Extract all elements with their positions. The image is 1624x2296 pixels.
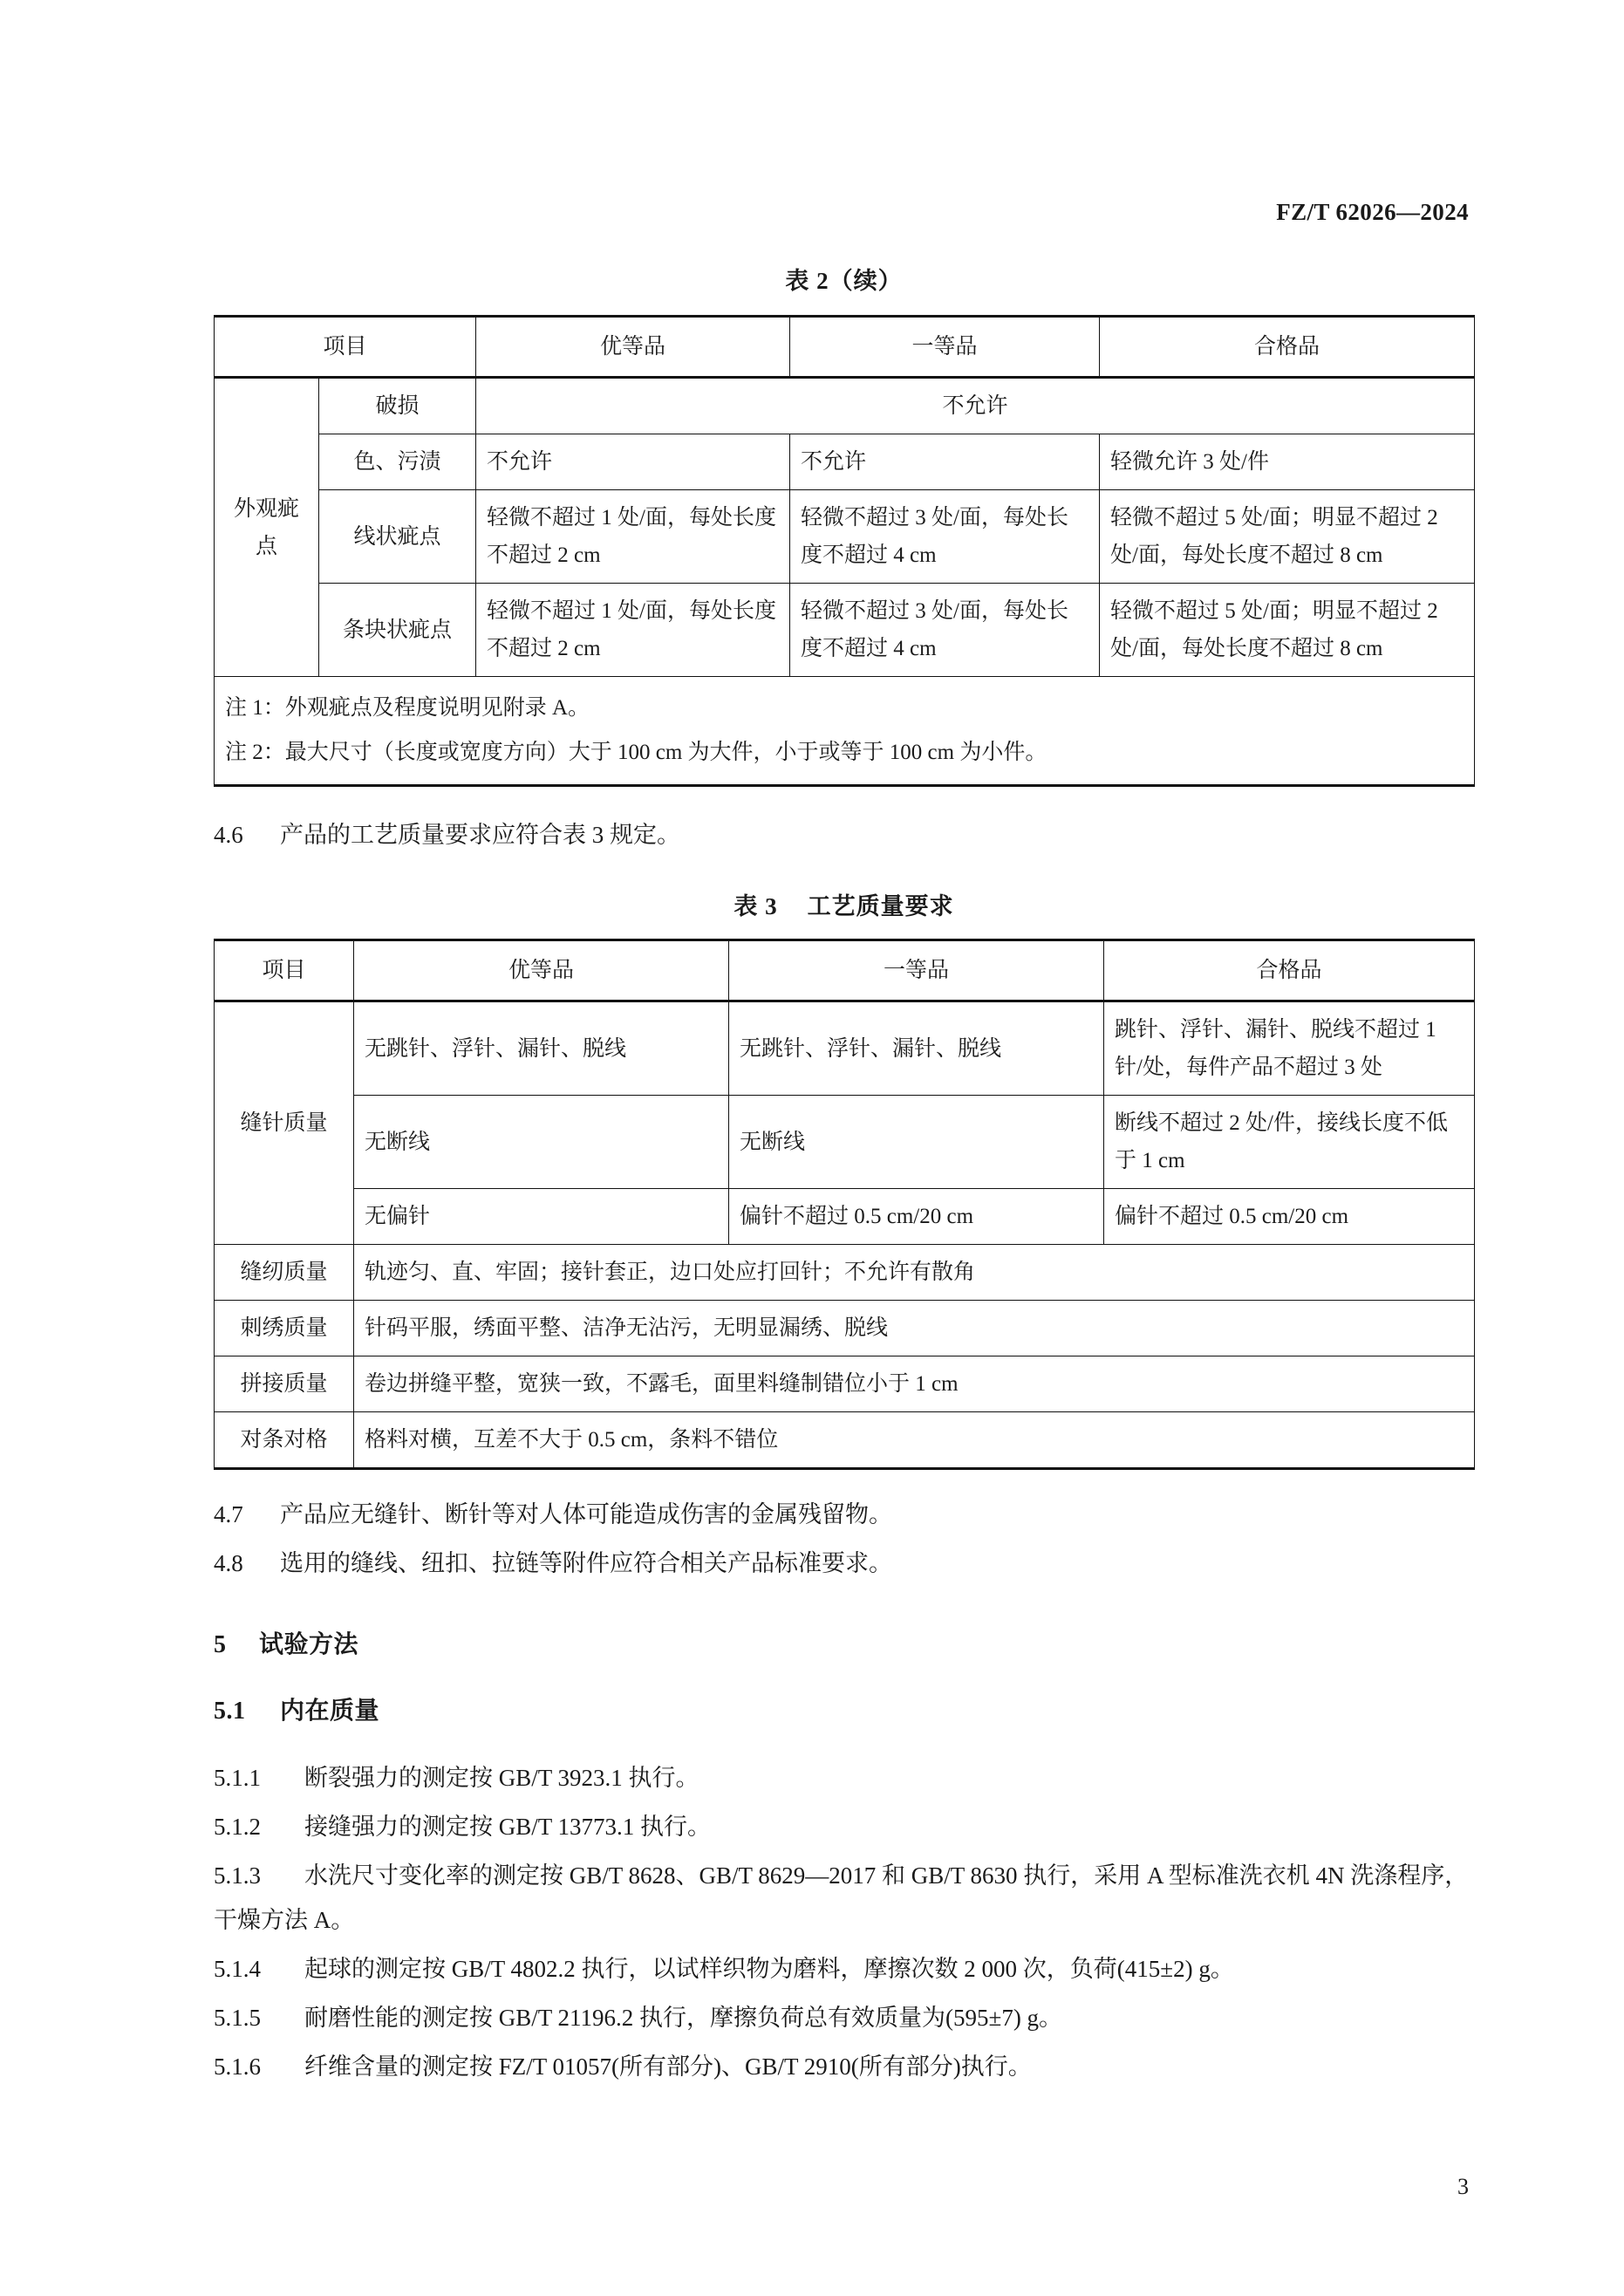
table3-col-first: 一等品 — [729, 940, 1104, 1001]
table3-caption-label: 表 3 — [734, 893, 778, 920]
clause-4-8-text: 选用的缝线、纽扣、拉链等附件应符合相关产品标准要求。 — [280, 1550, 892, 1577]
clause-5-1-2-text: 接缝强力的测定按 GB/T 13773.1 执行。 — [304, 1813, 712, 1840]
clause-5-1-3-text: 水洗尺寸变化率的测定按 GB/T 8628、GB/T 8629—2017 和 GB/T 8630 执行，采用 A 型标准洗衣机 4N 洗涤程序，干燥方法 A。 — [214, 1862, 1469, 1934]
table3-stitch-2-superior: 无偏针 — [354, 1189, 729, 1245]
clause-4-8-number: 4.8 — [214, 1550, 243, 1577]
table2-item-block-defect: 条块状疵点 — [319, 584, 476, 677]
table2-stain-qualified: 轻微允许 3 处/件 — [1100, 434, 1475, 490]
section-5-1-title: 内在质量 — [280, 1697, 380, 1725]
clause-5-1-3-number: 5.1.3 — [214, 1862, 261, 1889]
clause-5-1-5-text: 耐磨性能的测定按 GB/T 21196.2 执行，摩擦负荷总有效质量为(595±7) g。 — [304, 2005, 1063, 2032]
table2-stain-superior: 不允许 — [476, 434, 790, 490]
section-5-title: 试验方法 — [259, 1630, 359, 1658]
running-header-standard-number: FZ/T 62026—2024 — [1276, 199, 1469, 225]
clause-5-1-6-number: 5.1.6 — [214, 2053, 261, 2080]
table3-caption — [214, 887, 1474, 921]
table3-stitch-1-superior: 无断线 — [354, 1096, 729, 1189]
table2-item-line-defect: 线状疵点 — [319, 490, 476, 584]
table2-note-1: 注 1：外观疵点及程度说明见附录 A。 — [225, 696, 590, 720]
table3-value-sewing: 轨迹匀、直、牢固；接针套正，边口处应打回针；不允许有散角 — [354, 1245, 1475, 1301]
table3-item-sewing: 缝纫质量 — [215, 1245, 354, 1301]
table-process-quality — [214, 939, 1475, 1470]
table3-value-splicing: 卷边拼缝平整，宽狭一致，不露毛，面里料缝制错位小于 1 cm — [354, 1356, 1475, 1412]
clause-5-1-4-number: 5.1.4 — [214, 1956, 261, 1983]
table-row — [215, 1412, 1475, 1469]
table-appearance-defects — [214, 315, 1475, 787]
table3-item-embroidery: 刺绣质量 — [215, 1301, 354, 1356]
section-heading-5 — [214, 1625, 1474, 1660]
section-heading-5-1 — [214, 1691, 1474, 1726]
table2-damage-all-grades: 不允许 — [476, 378, 1475, 434]
clause-4-7-number: 4.7 — [214, 1501, 243, 1528]
table-row — [215, 1001, 1475, 1096]
table3-col-superior: 优等品 — [354, 940, 729, 1001]
table3-stitch-0-first: 无跳针、浮针、漏针、脱线 — [729, 1001, 1104, 1096]
table3-stitch-1-qualified: 断线不超过 2 处/件，接线长度不低于 1 cm — [1104, 1096, 1475, 1189]
clause-4-7-text: 产品应无缝针、断针等对人体可能造成伤害的金属残留物。 — [280, 1501, 892, 1528]
table2-notes-row — [215, 677, 1475, 786]
table2-col-qualified: 合格品 — [1100, 317, 1475, 378]
table-row — [215, 1096, 1475, 1189]
table2-block-defect-superior: 轻微不超过 1 处/面，每处长度不超过 2 cm — [476, 584, 790, 677]
table3-header-row — [215, 940, 1475, 1001]
clause-5-1-4 — [214, 1947, 1474, 1992]
clause-5-1-6-text: 纤维含量的测定按 FZ/T 01057(所有部分)、GB/T 2910(所有部分)执行。 — [304, 2053, 1032, 2080]
clause-5-1-6 — [214, 2045, 1474, 2090]
clause-4-6 — [214, 813, 1474, 858]
table2-block-defect-qualified: 轻微不超过 5 处/面；明显不超过 2 处/面，每处长度不超过 8 cm — [1100, 584, 1475, 677]
table3-stitch-0-superior: 无跳针、浮针、漏针、脱线 — [354, 1001, 729, 1096]
section-5-1-number: 5.1 — [214, 1697, 246, 1725]
table3-caption-title: 工艺质量要求 — [807, 893, 954, 920]
table3-stitch-2-first: 偏针不超过 0.5 cm/20 cm — [729, 1189, 1104, 1245]
table2-notes — [215, 677, 1475, 786]
clause-5-1-5-number: 5.1.5 — [214, 2005, 261, 2032]
table3-stitch-1-first: 无断线 — [729, 1096, 1104, 1189]
table2-item-stain: 色、污渍 — [319, 434, 476, 490]
table-row — [215, 584, 1475, 677]
clause-5-1-1 — [214, 1756, 1474, 1801]
clause-5-1-1-number: 5.1.1 — [214, 1764, 261, 1791]
table2-col-item: 项目 — [215, 317, 476, 378]
table-row — [215, 1301, 1475, 1356]
table-row — [215, 1356, 1475, 1412]
table2-group-label: 外观疵点 — [215, 378, 319, 677]
table2-col-superior: 优等品 — [476, 317, 790, 378]
table3-col-qualified: 合格品 — [1104, 940, 1475, 1001]
clause-5-1-2-number: 5.1.2 — [214, 1813, 261, 1840]
table2-stain-first: 不允许 — [790, 434, 1100, 490]
page-content — [214, 262, 1474, 2090]
table3-value-embroidery: 针码平服，绣面平整、洁净无沾污，无明显漏绣、脱线 — [354, 1301, 1475, 1356]
table2-line-defect-first: 轻微不超过 3 处/面，每处长度不超过 4 cm — [790, 490, 1100, 584]
table2-line-defect-qualified: 轻微不超过 5 处/面；明显不超过 2 处/面，每处长度不超过 8 cm — [1100, 490, 1475, 584]
clause-5-1-3 — [214, 1854, 1474, 1944]
clause-5-1-1-text: 断裂强力的测定按 GB/T 3923.1 执行。 — [304, 1764, 699, 1791]
table2-col-first: 一等品 — [790, 317, 1100, 378]
table2-item-damage: 破损 — [319, 378, 476, 434]
table-row — [215, 1245, 1475, 1301]
page-number: 3 — [1457, 2174, 1469, 2199]
table3-stitch-0-qualified: 跳针、浮针、漏针、脱线不超过 1 针/处，每件产品不超过 3 处 — [1104, 1001, 1475, 1096]
table3-group-label-stitch: 缝针质量 — [215, 1001, 354, 1245]
table3-stitch-2-qualified: 偏针不超过 0.5 cm/20 cm — [1104, 1189, 1475, 1245]
table3-item-splicing: 拼接质量 — [215, 1356, 354, 1412]
table-row — [215, 378, 1475, 434]
table2-note-2: 注 2：最大尺寸（长度或宽度方向）大于 100 cm 为大件，小于或等于 100 cm 为小件。 — [225, 741, 1047, 765]
table-row — [215, 434, 1475, 490]
table2-block-defect-first: 轻微不超过 3 处/面，每处长度不超过 4 cm — [790, 584, 1100, 677]
clause-4-6-number: 4.6 — [214, 821, 243, 848]
clause-5-1-2 — [214, 1805, 1474, 1850]
table2-caption: 表 2（续） — [785, 268, 903, 294]
clause-4-6-text: 产品的工艺质量要求应符合表 3 规定。 — [280, 821, 680, 848]
table-row — [215, 1189, 1475, 1245]
clause-5-1-4-text: 起球的测定按 GB/T 4802.2 执行，以试样织物为磨料，摩擦次数 2 000 次，负荷(415±2) g。 — [304, 1956, 1234, 1983]
table-row — [215, 490, 1475, 584]
table3-value-pattern-match: 格料对横，互差不大于 0.5 cm，条料不错位 — [354, 1412, 1475, 1469]
table3-item-pattern-match: 对条对格 — [215, 1412, 354, 1469]
table3-col-item: 项目 — [215, 940, 354, 1001]
table2-line-defect-superior: 轻微不超过 1 处/面，每处长度不超过 2 cm — [476, 490, 790, 584]
clause-4-7 — [214, 1493, 1474, 1538]
clause-4-8 — [214, 1541, 1474, 1587]
section-5-number: 5 — [214, 1630, 227, 1658]
table2-header-row — [215, 317, 1475, 378]
clause-5-1-5 — [214, 1996, 1474, 2041]
